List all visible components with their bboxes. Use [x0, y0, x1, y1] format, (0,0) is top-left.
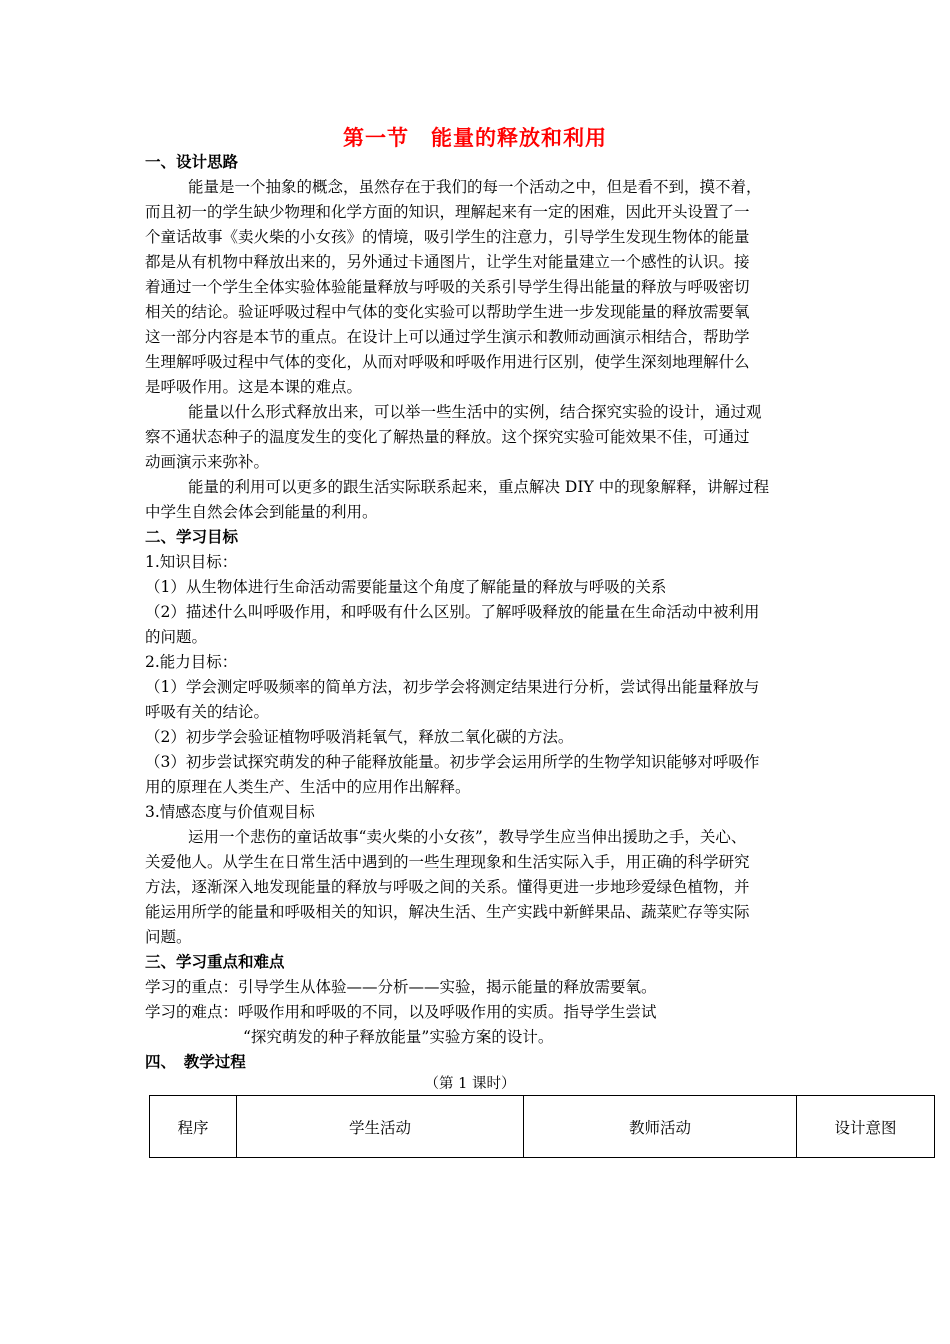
paragraph-line: 这一部分内容是本节的重点。在设计上可以通过学生演示和教师动画演示相结合，帮助学 — [145, 328, 750, 346]
objective-item: （2）描述什么叫呼吸作用，和呼吸有什么区别。了解呼吸释放的能量在生命活动中被利用 — [145, 603, 760, 621]
objective-item: （2）初步学会验证植物呼吸消耗氧气，释放二氧化碳的方法。 — [145, 728, 574, 746]
paragraph-line: 中学生自然会体会到能量的利用。 — [145, 503, 378, 521]
paragraph-line: 都是从有机物中释放出来的，另外通过卡通图片，让学生对能量建立一个感性的认识。接 — [145, 253, 750, 271]
objective-item: （1）学会测定呼吸频率的简单方法，初步学会将测定结果进行分析，尝试得出能量释放与 — [145, 678, 760, 696]
section-heading-process: 四、 教学过程 — [145, 1053, 246, 1071]
section-heading-design: 一、设计思路 — [145, 153, 239, 171]
paragraph-line: 着通过一个学生全体实验体验能量释放与呼吸的关系引导学生得出能量的释放与呼吸密切 — [145, 278, 750, 296]
table-header-cell: 程序 — [150, 1096, 237, 1158]
section-heading-objectives: 二、学习目标 — [145, 528, 239, 546]
table-header-cell: 教师活动 — [524, 1096, 797, 1158]
lesson-note: （第 1 课时） — [424, 1076, 516, 1092]
paragraph-line: 动画演示来弥补。 — [145, 453, 270, 471]
paragraph-line: 能运用所学的能量和呼吸相关的知识，解决生活、生产实践中新鲜果品、蔬菜贮存等实际 — [145, 903, 750, 921]
subheading-emotion: 3.情感态度与价值观目标 — [145, 803, 315, 821]
difficulty-text: “探究萌发的种子释放能量”实验方案的设计。 — [243, 1028, 554, 1046]
objective-item: 用的原理在人类生产、生活中的应用作出解释。 — [145, 778, 471, 796]
paragraph-line: 相关的结论。验证呼吸过程中气体的变化实验可以帮助学生进一步发现能量的释放需要氧 — [145, 303, 750, 321]
paragraph-line: 个童话故事《卖火柴的小女孩》的情境，吸引学生的注意力，引导学生发现生物体的能量 — [145, 228, 750, 246]
objective-item: 的问题。 — [145, 628, 208, 646]
paragraph-line: 运用一个悲伤的童话故事“卖火柴的小女孩”，教导学生应当伸出援助之手，关心、 — [188, 828, 747, 846]
teaching-process-table — [149, 1095, 935, 1158]
paragraph-line: 能量的利用可以更多的跟生活实际联系起来，重点解决 DIY 中的现象解释，讲解过程 — [188, 478, 770, 496]
paragraph-line: 能量以什么形式释放出来，可以举一些生活中的实例，结合探究实验的设计，通过观 — [188, 403, 762, 421]
paragraph-line: 方法，逐渐深入地发现能量的释放与呼吸之间的关系。懂得更进一步地珍爱绿色植物，并 — [145, 878, 750, 896]
objective-item: （1）从生物体进行生命活动需要能量这个角度了解能量的释放与呼吸的关系 — [145, 578, 667, 596]
section-heading-focus: 三、学习重点和难点 — [145, 953, 285, 971]
paragraph-line: 生理解呼吸过程中气体的变化，从而对呼吸和呼吸作用进行区别，使学生深刻地理解什么 — [145, 353, 750, 371]
subheading-knowledge: 1.知识目标： — [145, 553, 238, 571]
paragraph-line: 察不通状态种子的温度发生的变化了解热量的释放。这个探究实验可能效果不佳，可通过 — [145, 428, 750, 446]
paragraph-line: 关爱他人。从学生在日常生活中遇到的一些生理现象和生活实际入手，用正确的科学研究 — [145, 853, 750, 871]
paragraph-line: 而且初一的学生缺少物理和化学方面的知识，理解起来有一定的困难，因此开头设置了一 — [145, 203, 750, 221]
page-title: 第一节 能量的释放和利用 — [343, 126, 607, 150]
paragraph-line: 是呼吸作用。这是本课的难点。 — [145, 378, 363, 396]
objective-item: （3）初步尝试探究萌发的种子能释放能量。初步学会运用所学的生物学知识能够对呼吸作 — [145, 753, 760, 771]
paragraph-line: 能量是一个抽象的概念，虽然存在于我们的每一个活动之中，但是看不到，摸不着， — [188, 178, 762, 196]
objective-item: 呼吸有关的结论。 — [145, 703, 270, 721]
paragraph-line: 问题。 — [145, 928, 192, 946]
table-header-cell: 学生活动 — [237, 1096, 524, 1158]
subheading-ability: 2.能力目标： — [145, 653, 238, 671]
difficulty-text: 学习的难点：呼吸作用和呼吸的不同，以及呼吸作用的实质。指导学生尝试 — [145, 1003, 657, 1021]
focus-text: 学习的重点：引导学生从体验——分析——实验，揭示能量的释放需要氧。 — [145, 978, 657, 996]
table-header-row — [150, 1096, 935, 1158]
table-header-cell: 设计意图 — [797, 1096, 935, 1158]
